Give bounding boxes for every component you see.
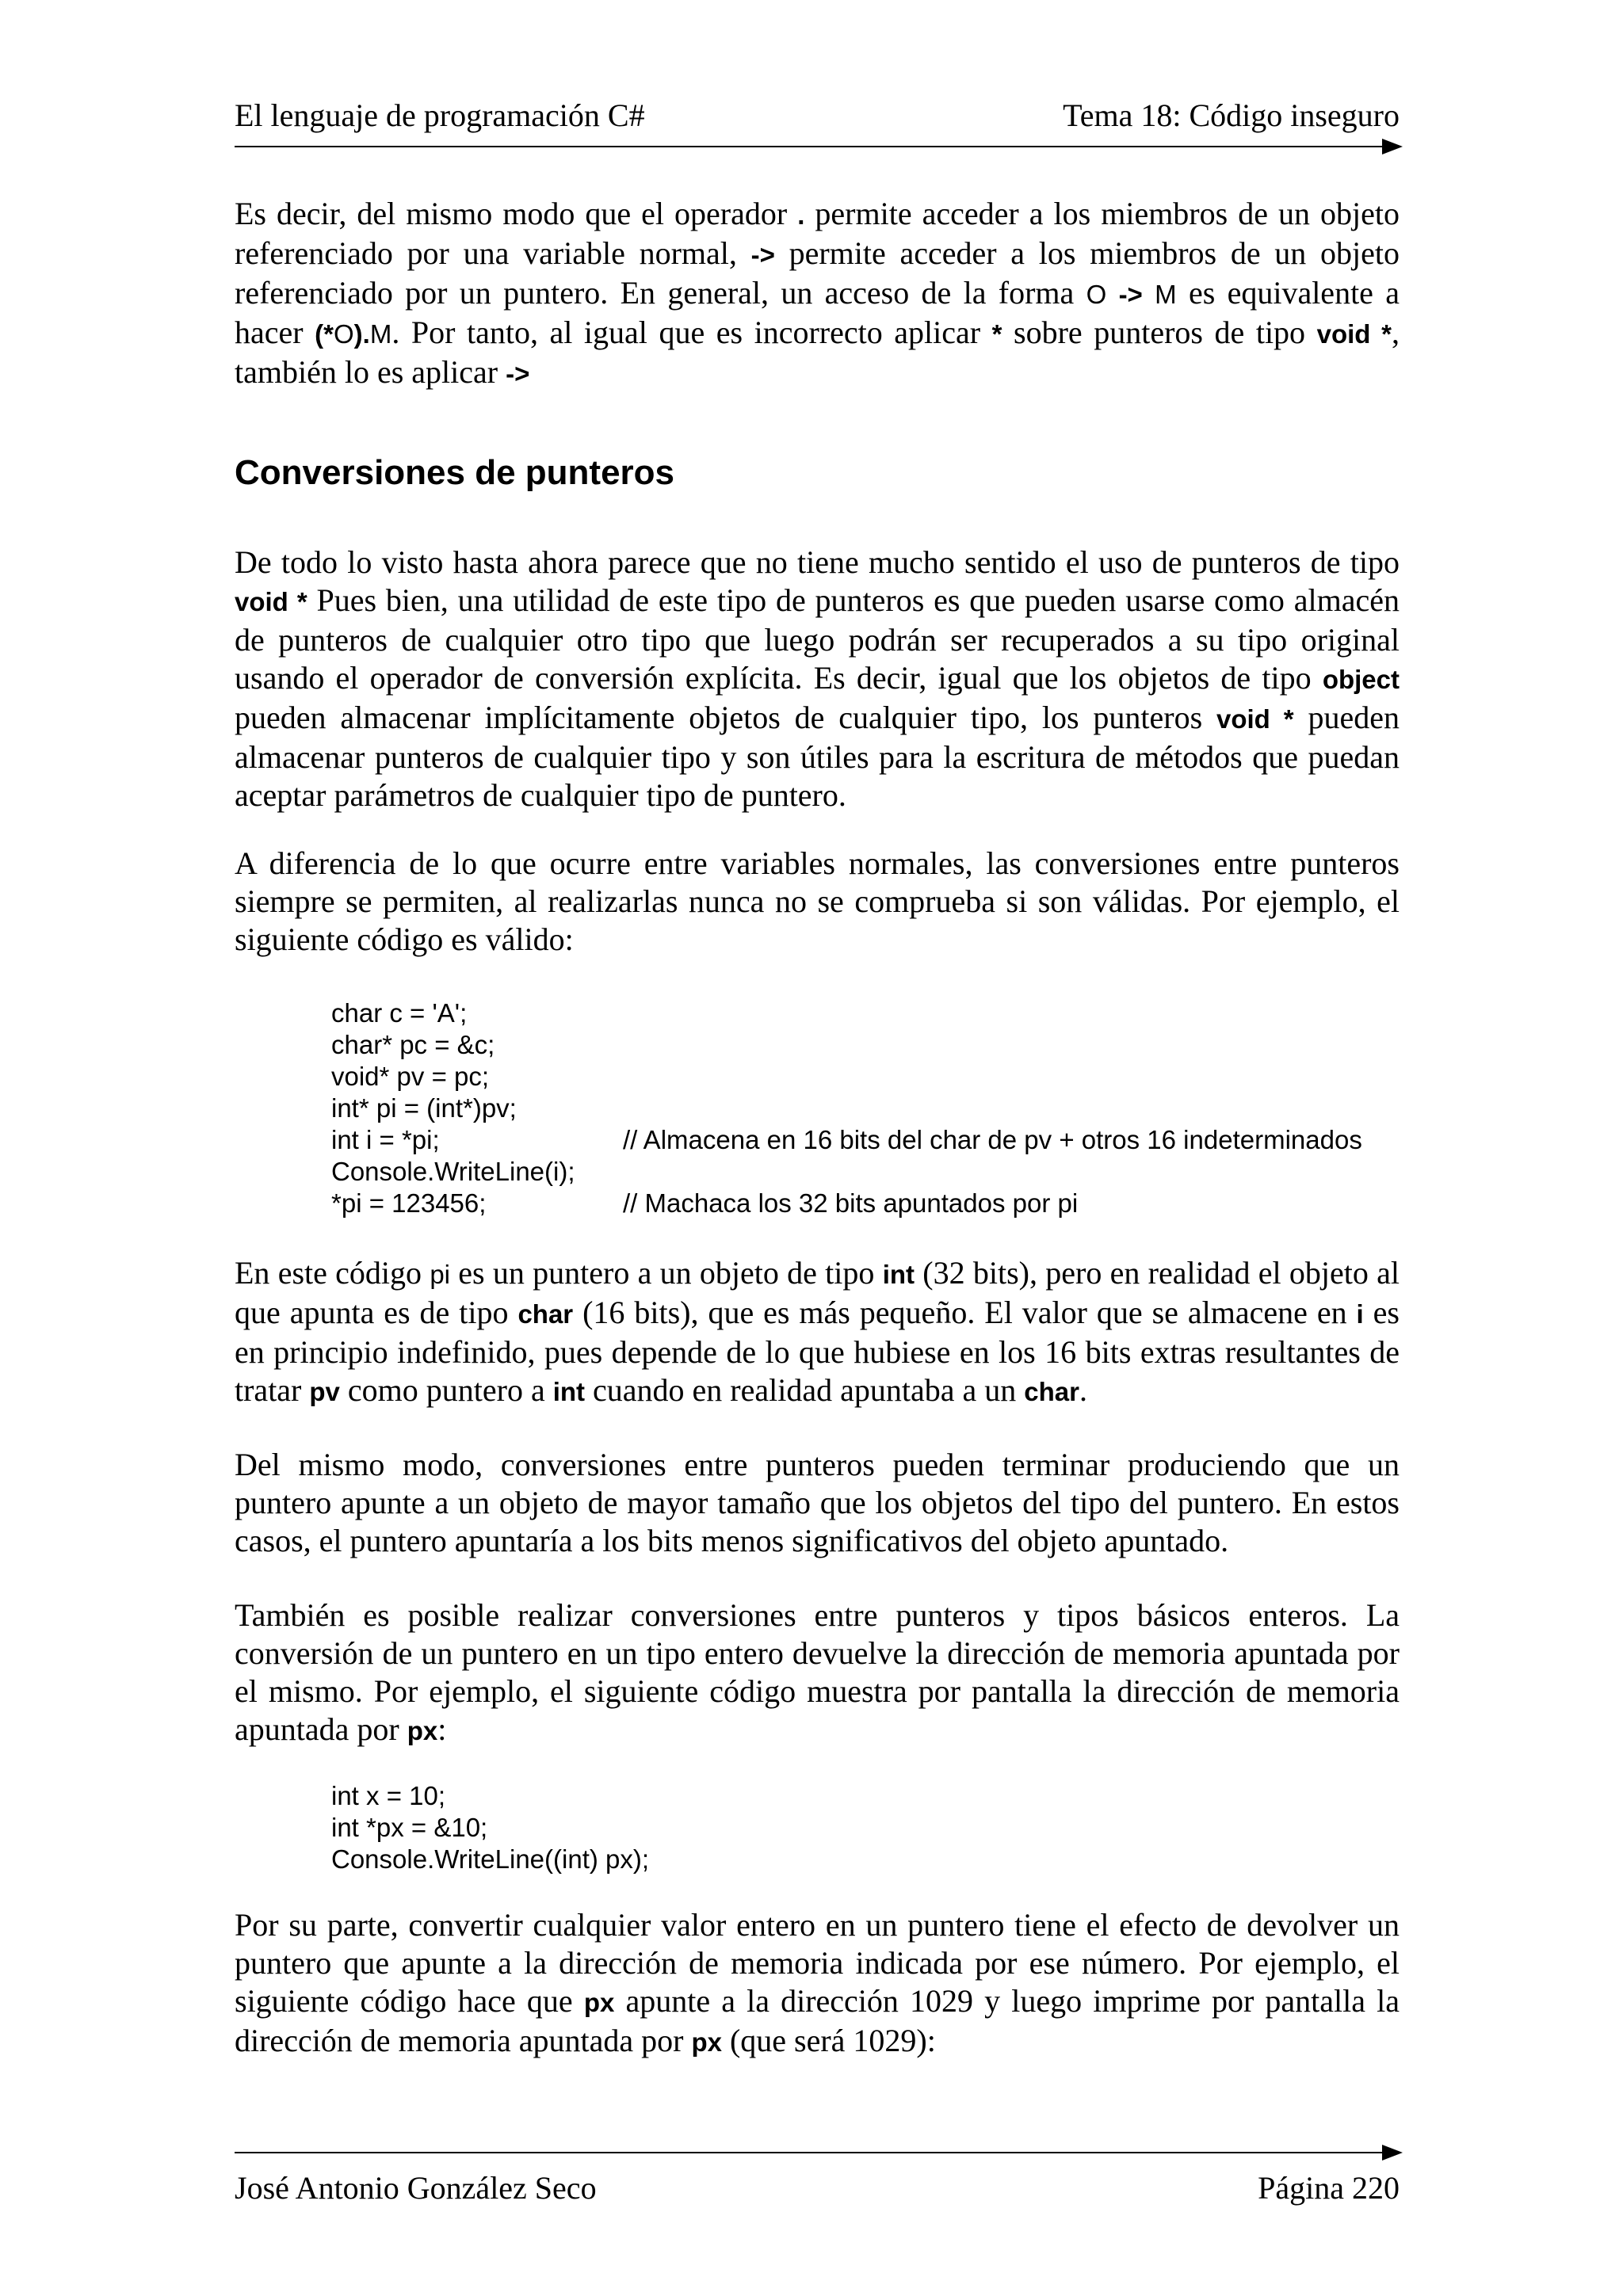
running-header [235, 97, 1400, 144]
code-line: *pi = 123456; // Machaca los 32 bits apuntados por pi [331, 1188, 1079, 1218]
footer-rule [235, 2152, 1400, 2153]
code-line: int *px = &10; [331, 1813, 488, 1842]
paragraph-conversions: A diferencia de lo que ocurre entre variables normales, las conversiones entre punteros siempre se permiten, al realizarlas nunca no se comprueba si son válidas. Por ejemplo, el siguiente código es válido: [235, 845, 1400, 957]
paragraph-integer-conversion: También es posible realizar conversiones entre punteros y tipos básicos enteros. La conversión de un puntero en un tipo entero devuelve la dirección de memoria apuntada por el mismo. Por ejemplo, el siguiente código muestra por pantalla la dirección de memoria apuntada por px: [235, 1597, 1400, 1747]
code-line: Console.WriteLine((int) px); [331, 1844, 650, 1874]
code-line: int* pi = (int*)pv; [331, 1093, 517, 1123]
code-comment: // Almacena en 16 bits del char de pv + otros 16 indeterminados [623, 1125, 1362, 1154]
code-line: char* pc = &c; [331, 1030, 495, 1059]
chapter-title: Tema 18: Código inseguro [1063, 97, 1400, 133]
running-footer [235, 2169, 1400, 2217]
dot-operator: . [797, 200, 805, 230]
code-line: void* pv = pc; [331, 1062, 490, 1091]
code-block-address [331, 1780, 649, 1875]
paragraph-void-pointers: De todo lo visto hasta ahora parece que no tiene mucho sentido el uso de punteros de tipo void * Pues bien, una utilidad de este tipo de punteros es que pueden usarse como almacén de punteros de cualquier otro tipo que luego podrán ser recuperados a su tipo original usando el operador de conversión explícita. Es decir, igual que los objetos de tipo object pueden almacenar implícitamente objetos de cualquier tipo, los punteros void * pueden almacenar punteros de cualquier tipo y son útiles para la escritura de métodos que puedan aceptar parámetros de cualquier tipo de puntero. [235, 544, 1400, 813]
paragraph-larger-objects: Del mismo modo, conversiones entre punteros pueden terminar produciendo que un puntero apunte a un objeto de mayor tamaño que los objetos del tipo del puntero. En estos casos, el puntero apuntaría a los bits menos significativos del objeto apuntado. [235, 1447, 1400, 1558]
paragraph-integer-to-pointer: Por su parte, convertir cualquier valor entero en un puntero tiene el efecto de devolver un puntero que apunte a la dirección de memoria indicada por ese número. Por ejemplo, el siguiente código hace que px apunte a la dirección 1029 y luego imprime por pantalla la dirección de memoria apuntada por px (que será 1029): [235, 1907, 1400, 2058]
code-line: Console.WriteLine(i); [331, 1157, 575, 1186]
book-title: El lenguaje de programación C# [235, 97, 645, 133]
intro-paragraph: Es decir, del mismo modo que el operador . permite acceder a los miembros de un objeto referenciado por una variable normal, -> permite acceder a los miembros de un objeto referenciado por un puntero. En general, un acceso de la forma O -> M es equivalente a hacer (*O).M. Por tanto, al igual que es incorrecto aplicar * sobre punteros de tipo void *, también lo es aplicar -> [235, 196, 1400, 390]
header-rule [235, 146, 1400, 147]
code-block-conversion [331, 997, 1362, 1219]
footer-rule-arrow-icon [1382, 2145, 1403, 2161]
code-comment: // Machaca los 32 bits apuntados por pi [623, 1188, 1079, 1218]
author-name: José Antonio González Seco [235, 2170, 597, 2206]
section-heading: Conversiones de punteros [235, 453, 675, 492]
code-line: int x = 10; [331, 1781, 446, 1810]
paragraph-explanation: En este código pi es un puntero a un objeto de tipo int (32 bits), pero en realidad el objeto al que apunta es de tipo char (16 bits), que es más pequeño. El valor que se almacene en i es en principio indefinido, pues depende de lo que hubiese en los 16 bits extras resultantes de tratar pv como puntero a int cuando en realidad apuntaba a un char. [235, 1255, 1400, 1408]
code-line: char c = 'A'; [331, 998, 468, 1028]
arrow-operator: -> [750, 240, 775, 269]
page-number: Página 220 [1258, 2170, 1400, 2206]
code-line: int i = *pi; // Almacena en 16 bits del char de pv + otros 16 indeterminados [331, 1125, 1362, 1154]
header-rule-arrow-icon [1382, 139, 1403, 154]
